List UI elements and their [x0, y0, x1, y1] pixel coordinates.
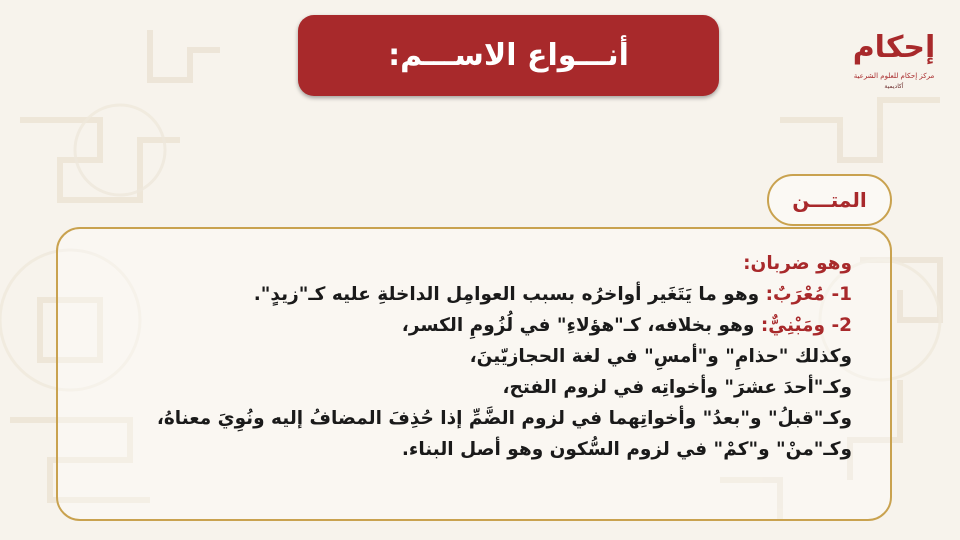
text-line-5: وكـ"أحدَ عشرَ" وأخواتِه في لزوم الفتح، — [502, 377, 852, 398]
text-line-7: وكـ"منْ" و"كمْ" في لزوم السُّكون وهو أصل البناء. — [401, 439, 852, 460]
text-line-item2 — [100, 310, 852, 341]
page-title: أنـــواع الاســـم: — [388, 38, 629, 73]
text-line-4: وكذلك "حذامِ" و"أمسِ" في لغة الحجازيّينَ، — [469, 346, 852, 367]
section-label-badge — [767, 174, 892, 226]
text-line-6: وكـ"قبلُ" و"بعدُ" وأخواتِهما في لزوم الضَّمِّ إذا حُذِفَ المضافُ إليه ونُوِيَ معناهُ، — [156, 408, 852, 429]
title-banner — [298, 15, 719, 96]
logo — [846, 24, 942, 94]
logo-subtitle-secondary: أكاديمية — [884, 83, 904, 90]
item1-text: وهو ما يَتَغَير أواخرُه بسبب العوامِل الداخلةِ عليه كـ"زيدٍ". — [253, 284, 766, 305]
text-line-item1 — [100, 279, 852, 310]
logo-subtitle: مركز إحكام للعلوم الشرعية — [853, 72, 935, 80]
logo-name: إحكام — [852, 30, 936, 65]
item2-text: وهو بخلافه، كـ"هؤلاءِ" في لُزُومِ الكسر، — [401, 315, 761, 336]
section-label: المتـــن — [792, 188, 867, 212]
item2-label: 2- ومَبْنِيٌّ: — [760, 315, 852, 336]
text-body — [100, 248, 852, 465]
text-line-intro: وهو ضربان: — [743, 253, 852, 274]
item1-label: 1- مُعْرَبٌ: — [765, 284, 852, 305]
